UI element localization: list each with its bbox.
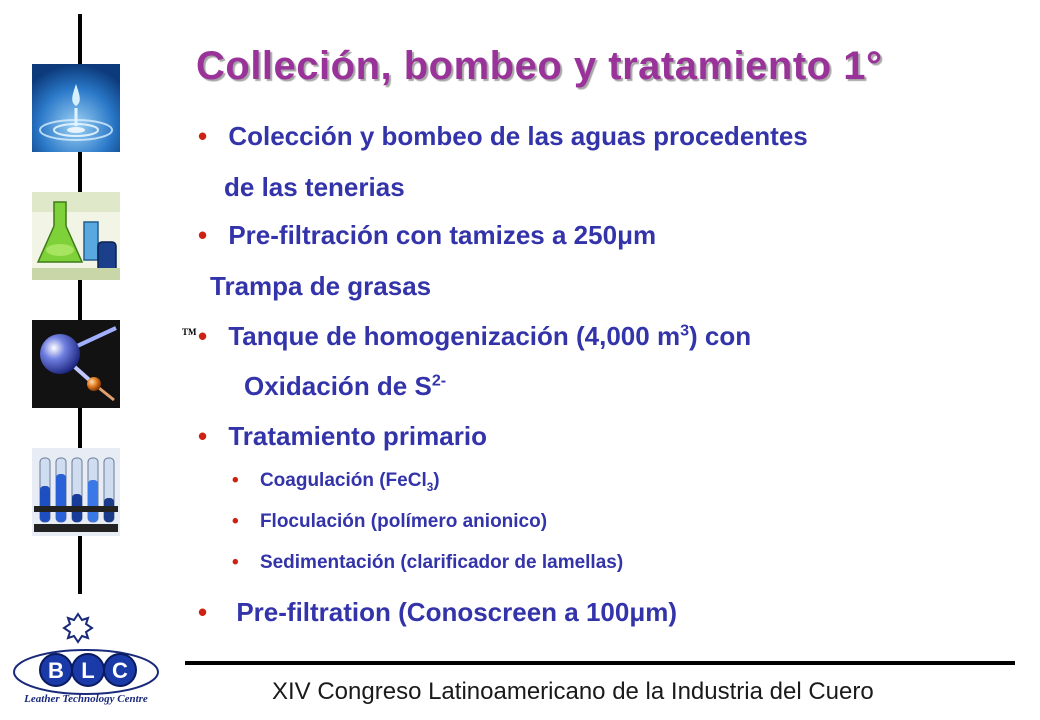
- list-item-text-end: ) con: [689, 321, 752, 351]
- sub-list-item-text: Floculación (polímero anionico): [259, 511, 548, 532]
- bullet-icon: •: [198, 597, 208, 627]
- list-item-text: Pre-filtration (Conoscreen a 100: [236, 597, 630, 627]
- list-item-text: Colección y bombeo de las aguas procedentes: [228, 121, 808, 151]
- bullet-icon: •: [232, 552, 239, 573]
- bullet-icon: •: [198, 321, 208, 351]
- bullet-icon: •: [198, 220, 208, 250]
- logo-letter: C: [112, 658, 128, 683]
- list-item-text: de las tenerias: [224, 172, 405, 202]
- trademark-mark: TM: [182, 327, 197, 337]
- sub-list-item: [232, 552, 623, 574]
- slide-title: Colleción, bombeo y tratamiento 1°: [196, 44, 883, 88]
- sub-list-item: [232, 511, 547, 533]
- superscript: 2-: [431, 371, 447, 390]
- list-item: [198, 421, 487, 452]
- blc-logo: [8, 610, 168, 710]
- superscript: 3: [680, 321, 690, 340]
- sub-list-item: [232, 470, 440, 494]
- logo-tagline: Leather Technology Centre: [24, 693, 148, 705]
- logo-letter: L: [81, 658, 95, 683]
- list-item-text: Tratamiento primario: [228, 421, 487, 451]
- water-drop-image: [32, 64, 120, 152]
- footer-text: XIV Congreso Latinoamericano de la Industria del Cuero: [272, 678, 874, 705]
- list-item: [198, 321, 751, 352]
- list-item-continuation: [244, 371, 446, 402]
- leather-hide-icon: [64, 614, 92, 642]
- list-item-text-end: m): [645, 597, 678, 627]
- sub-list-item-text-end: ): [433, 470, 440, 491]
- sub-list-item-text: Coagulación (FeCl: [259, 470, 427, 491]
- logo-letter: B: [48, 658, 64, 683]
- list-item: [198, 597, 677, 628]
- list-item-text-end: m: [632, 220, 657, 250]
- bullet-icon: •: [198, 421, 208, 451]
- list-item-text: Tanque de homogenización (4,000 m: [228, 321, 681, 351]
- list-item-text: Oxidación de S: [244, 371, 432, 401]
- list-item-text: Trampa de grasas: [210, 271, 432, 301]
- micro-symbol: μ: [617, 220, 633, 250]
- list-item-continuation: [224, 172, 405, 203]
- bullet-icon: •: [198, 121, 208, 151]
- micro-symbol: μ: [629, 597, 646, 627]
- list-item: [198, 121, 808, 152]
- sub-list-item-text: Sedimentación (clarificador de lamellas): [259, 552, 624, 573]
- bullet-icon: •: [232, 511, 239, 532]
- lab-flasks-image: [32, 192, 120, 280]
- bullet-icon: •: [232, 470, 239, 491]
- molecule-image: [32, 320, 120, 408]
- footer-divider-line: [185, 661, 1015, 665]
- list-item-text: Pre-filtración con tamizes a 250: [228, 220, 618, 250]
- list-item: [198, 220, 656, 251]
- list-item-continuation: [210, 271, 431, 302]
- test-tubes-image: [32, 448, 120, 536]
- subscript: 3: [426, 480, 434, 494]
